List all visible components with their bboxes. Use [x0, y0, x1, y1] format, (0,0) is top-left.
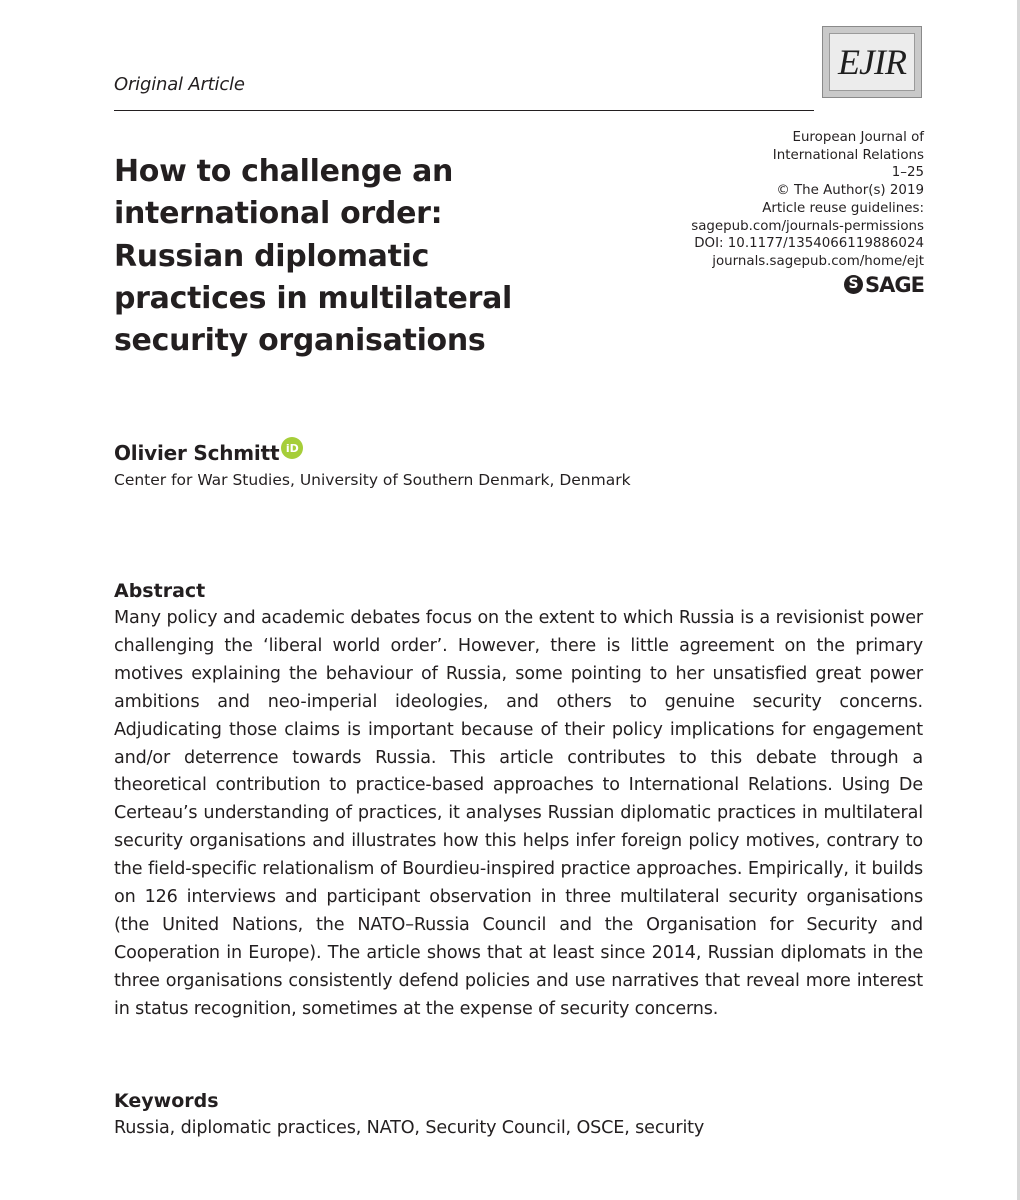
- journal-logo-text: EJIR: [829, 33, 915, 91]
- journal-info: [691, 129, 924, 296]
- keywords-text: Russia, diplomatic practices, NATO, Security Council, OSCE, security: [114, 1118, 705, 1138]
- publisher-name: SAGE: [865, 272, 924, 297]
- reuse-link[interactable]: sagepub.com/journals-permissions: [691, 218, 924, 234]
- keywords-heading: Keywords: [114, 1090, 219, 1112]
- journal-logo: [822, 26, 922, 98]
- doi[interactable]: DOI: 10.1177/1354066119886024: [694, 236, 924, 252]
- article-title: How to challenge an international order: Russian diplomatic practices in multilateral security organisations: [114, 154, 512, 359]
- journal-name-line2: International Relations: [772, 147, 924, 163]
- reuse-label: Article reuse guidelines:: [762, 200, 924, 216]
- author-name: Olivier Schmitt: [114, 441, 280, 465]
- journal-name-line1: European Journal of: [792, 130, 924, 145]
- page-range: 1–25: [891, 165, 924, 181]
- orcid-icon[interactable]: iD: [281, 437, 303, 459]
- publisher-logo: [691, 274, 924, 296]
- journal-home-link[interactable]: journals.sagepub.com/home/ejt: [712, 253, 924, 269]
- abstract-heading: Abstract: [114, 580, 206, 602]
- author-row: [114, 441, 303, 465]
- sage-icon: S: [844, 275, 863, 294]
- author-affiliation: Center for War Studies, University of Southern Denmark, Denmark: [114, 471, 631, 489]
- abstract-text: Many policy and academic debates focus on the extent to which Russia is a revisionist power challenging the ‘liberal world order’. However, there is little agreement on the primary motives explaining the behaviour of Russia, some pointing to her unsatisfied great power ambitions and neo-imperial ideologies, and others to genuine security concerns. Adjudicating those claims is important because of their policy implications for engagement and/or deterrence towards Russia. This article contributes to this debate through a theoretical contribution to practice-based approaches to International Relations. Using De Certeau’s understanding of practices, it analyses Russian diplomatic practices in multilateral security organisations and illustrates how this helps infer foreign policy motives, contrary to the field-specific relationalism of Bourdieu-inspired practice approaches. Empirically, it builds on 126 interviews and participant observation in three multilateral security organisations (the United Nations, the NATO–Russia Council and the Organisation for Security and Cooperation in Europe). The article shows that at least since 2014, Russian diplomats in the three organisations consistently defend policies and use narratives that reveal more interest in status recognition, sometimes at the expense of security concerns.: [114, 608, 923, 1019]
- article-type-label: Original Article: [114, 74, 245, 95]
- header-rule: [114, 110, 814, 111]
- copyright: © The Author(s) 2019: [776, 183, 924, 199]
